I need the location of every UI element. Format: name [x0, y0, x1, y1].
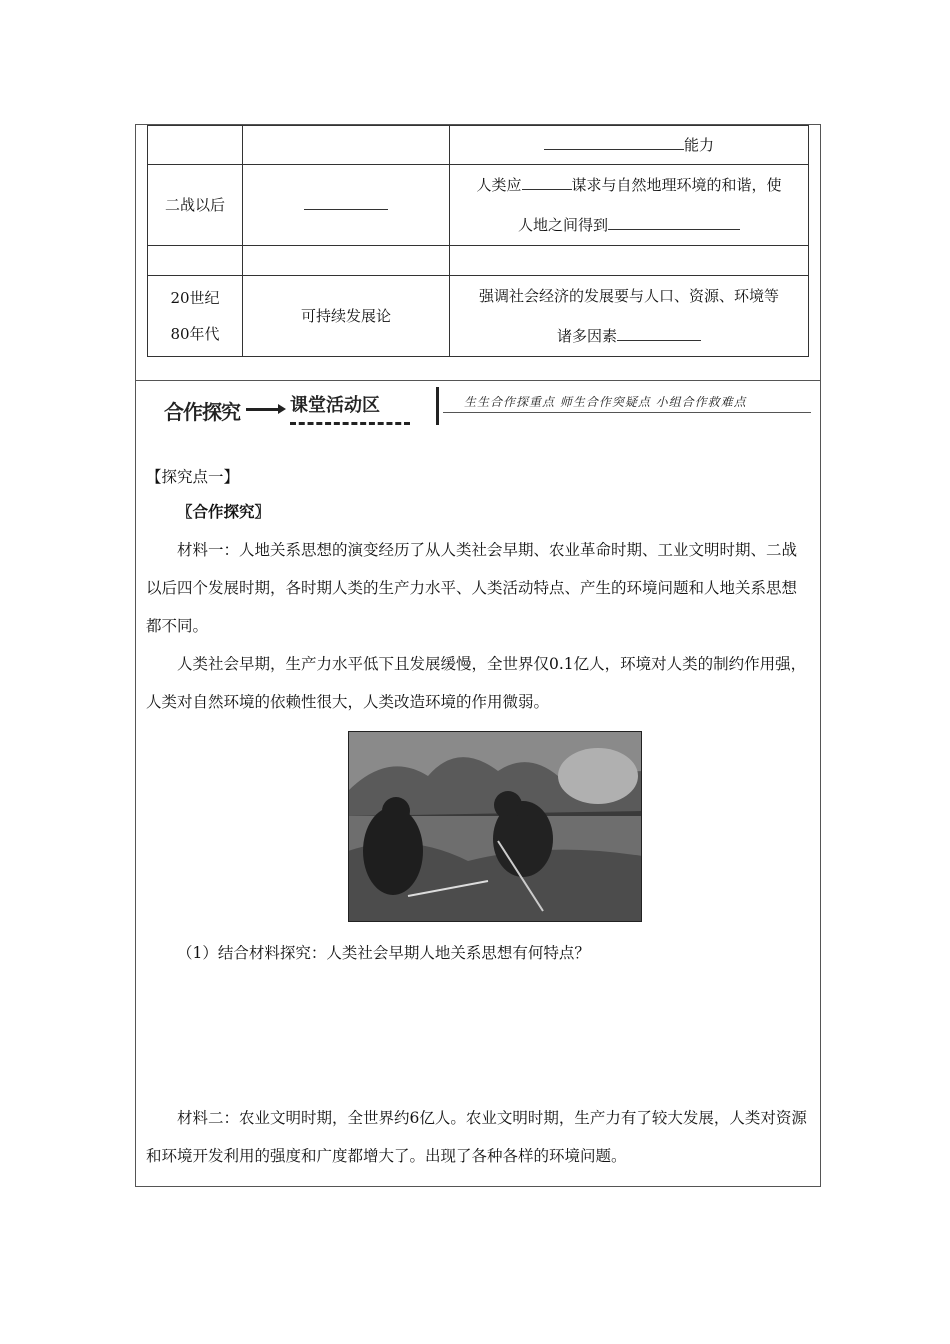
table-row — [148, 246, 809, 276]
section-divider — [136, 380, 820, 381]
desc-cell — [450, 246, 809, 276]
fill-blank[interactable] — [608, 215, 740, 230]
question-one: （1）结合材料探究：人类社会早期人地关系思想有何特点？ — [177, 944, 590, 962]
dashed-underline — [290, 422, 410, 425]
section-heading: 【探究点一】 — [146, 468, 240, 486]
fill-blank[interactable] — [304, 195, 388, 210]
desc-cell — [450, 126, 809, 165]
period-text: 80年代 — [170, 325, 220, 343]
desc-text: 诸多因素 — [556, 327, 617, 345]
period-cell — [148, 246, 243, 276]
desc-text: 谋求与自然地理环境的和谐，使 — [571, 176, 782, 194]
period-cell — [148, 276, 243, 357]
desc-text: 人类应 — [476, 176, 522, 194]
desc-cell — [450, 276, 809, 357]
material-one: 材料一：人地关系思想的演变经历了从人类社会早期、农业革命时期、工业文明时期、二战以后四个发展时期，各时期人类的生产力水平、人类活动特点、产生的环境问题和人地关系思想都不同。 — [146, 541, 798, 635]
period-cell: 二战以后 — [148, 165, 243, 246]
table-row — [148, 126, 809, 165]
banner-line — [443, 412, 811, 413]
table-row — [148, 276, 809, 357]
arrow-right-icon — [246, 408, 280, 411]
view-cell — [243, 165, 450, 246]
photo-illustration — [348, 731, 642, 922]
view-cell — [243, 246, 450, 276]
period-cell — [148, 126, 243, 165]
fill-blank[interactable] — [617, 326, 701, 341]
fill-blank[interactable] — [544, 135, 684, 150]
activity-banner — [164, 384, 804, 434]
desc-cell — [450, 165, 809, 246]
view-cell — [243, 126, 450, 165]
desc-text: 能力 — [683, 136, 714, 154]
desc-text: 强调社会经济的发展要与人口、资源、环境等 — [478, 287, 779, 305]
banner-right-title: 课堂活动区 — [290, 395, 380, 416]
banner-left-title: 合作探究 — [164, 400, 240, 424]
evolution-table — [147, 125, 809, 357]
banner-divider — [436, 387, 439, 425]
desc-text: 人地之间得到 — [517, 216, 608, 234]
material-two: 材料二：农业文明时期，全世界约6亿人。农业文明时期，生产力有了较大发展，人类对资源和环境开发利用的强度和广度都增大了。出现了各种各样的环境问题。 — [146, 1109, 807, 1165]
fill-blank[interactable] — [522, 175, 572, 190]
table-row — [148, 165, 809, 246]
early-humans-photo — [348, 731, 642, 922]
material-one-b: 人类社会早期，生产力水平低下且发展缓慢，全世界仅0.1亿人，环境对人类的制约作用强，人类对自然环境的依赖性很大，人类改造环境的作用微弱。 — [146, 655, 807, 711]
banner-slogan: 生生合作探重点 师生合作突疑点 小组合作救难点 — [464, 395, 747, 409]
section-subheading: 〖合作探究〗 — [177, 502, 271, 521]
content-frame — [135, 124, 821, 1187]
view-cell: 可持续发展论 — [243, 276, 450, 357]
period-text: 20世纪 — [170, 289, 220, 307]
